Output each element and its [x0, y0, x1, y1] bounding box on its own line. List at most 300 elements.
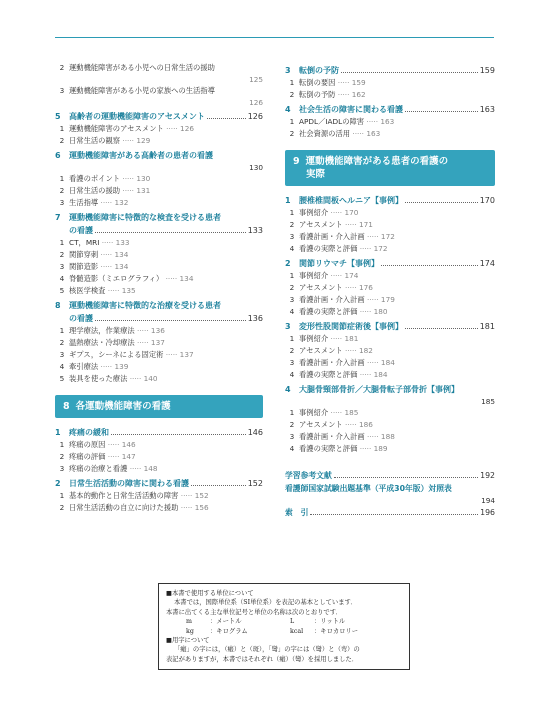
subsection-entry[interactable] — [285, 443, 495, 455]
entry-title: 疼痛の緩和 — [69, 428, 109, 437]
entry-number: 4 — [285, 385, 291, 394]
section-entry-line2 — [55, 224, 263, 237]
leader-dots-short: ····· — [120, 186, 137, 195]
entry-number: 4 — [289, 244, 295, 253]
entry-page: 130 — [249, 163, 263, 172]
section-entry[interactable] — [285, 320, 495, 333]
entry-number: 5 — [55, 112, 61, 121]
leader-dots — [381, 265, 478, 266]
entry-title: 事例紹介 — [299, 334, 329, 343]
leader-dots-short: ····· — [120, 174, 137, 183]
entry-number: 2 — [289, 420, 295, 429]
unit-name: ：メートル — [210, 618, 242, 626]
entry-title: 看護計画・介入計画 — [299, 232, 365, 241]
section-entry[interactable] — [55, 149, 263, 162]
entry-page: 180 — [373, 307, 388, 316]
subsection-entry[interactable] — [55, 439, 263, 451]
entry-title: 日常生活の観察 — [69, 136, 121, 145]
entry-title: 事例紹介 — [299, 208, 329, 217]
entry-title: 看護の実際と評価 — [299, 307, 358, 316]
entry-number: 1 — [59, 124, 65, 133]
leader-dots — [111, 434, 246, 435]
entry-page: 184 — [380, 358, 395, 367]
leader-dots-short: ····· — [178, 491, 195, 500]
entry-page: 126 — [247, 112, 263, 121]
subsection-entry[interactable] — [55, 463, 263, 475]
leader-dots — [207, 118, 246, 119]
entry-title: 転倒の予防 — [299, 66, 339, 75]
entry-title-line2: の看護 — [69, 314, 93, 323]
entry-number: 5 — [59, 286, 65, 295]
leader-dots-short: ····· — [120, 136, 137, 145]
leader-dots-short: ····· — [364, 358, 381, 367]
subsection-entry[interactable] — [55, 325, 263, 337]
entry-number: 1 — [59, 174, 65, 183]
entry-page: 129 — [136, 136, 151, 145]
entry-number: 2 — [59, 338, 65, 347]
leader-dots-short: ····· — [328, 334, 345, 343]
entry-title: 事例紹介 — [299, 271, 329, 280]
subsection-entry[interactable] — [285, 89, 495, 101]
subsection-entry[interactable] — [285, 306, 495, 318]
entry-number: 4 — [285, 105, 291, 114]
entry-page: 188 — [380, 432, 395, 441]
entry-title: 事例紹介 — [299, 408, 329, 417]
entry-page: 134 — [179, 274, 194, 283]
entry-title: 学習参考文献 — [285, 471, 332, 480]
unit-symbol: m — [186, 618, 192, 626]
entry-page: 196 — [480, 508, 495, 517]
subsection-entry[interactable] — [55, 135, 263, 147]
subsection-entry[interactable] — [55, 451, 263, 463]
notice-heading-units: ■本書で使用する単位について — [166, 590, 254, 597]
entry-page: 176 — [358, 283, 373, 292]
section-entry[interactable] — [55, 110, 263, 123]
entry-page: 146 — [121, 440, 136, 449]
subsection-entry[interactable] — [285, 333, 495, 345]
entry-page: 136 — [150, 326, 165, 335]
entry-number: 2 — [59, 136, 65, 145]
notice-heading-characters: ■用字について — [166, 637, 210, 645]
entry-title: APDL／IADLの障害 — [299, 117, 365, 126]
entry-title: 運動機能障害がある高齢者の患者の看護 — [69, 151, 213, 160]
chapter-heading — [285, 150, 495, 186]
entry-page: 170 — [479, 196, 495, 205]
entry-number: 1 — [59, 440, 65, 449]
leader-dots-short: ····· — [357, 307, 374, 316]
entry-title: 大腿骨頸部骨折／大腿骨転子部骨折【事例】 — [299, 385, 459, 394]
entry-title: 疼痛の治療と看護 — [69, 464, 128, 473]
leader-dots-short: ····· — [127, 464, 144, 473]
entry-page: 192 — [480, 471, 495, 480]
leader-dots-short: ····· — [335, 90, 352, 99]
leader-dots-short: ····· — [350, 129, 367, 138]
entry-title: 運動機能障害がある小児への日常生活の援助 — [69, 63, 215, 72]
chapter-number: 8 — [63, 401, 70, 412]
entry-title: 日常生活活動の障害に関わる看護 — [69, 479, 189, 488]
chapter-number: 9 — [293, 156, 300, 167]
entry-number: 1 — [289, 334, 295, 343]
entry-number: 1 — [285, 196, 291, 205]
entry-page: 130 — [136, 174, 151, 183]
entry-title: 疼痛の評価 — [69, 452, 106, 461]
entry-title: アセスメント — [299, 220, 343, 229]
entry-number: 1 — [289, 271, 295, 280]
leader-dots-short: ····· — [105, 440, 122, 449]
leader-dots-short: ····· — [342, 283, 359, 292]
backmatter-entry[interactable] — [285, 482, 495, 495]
entry-number: 2 — [289, 283, 295, 292]
entry-page: 172 — [380, 232, 395, 241]
entry-title: 運動機能障害のアセスメント — [69, 124, 164, 133]
subsection-entry[interactable] — [55, 373, 263, 385]
section-entry[interactable] — [55, 477, 263, 490]
chapter-title-line2: 実際 — [306, 169, 326, 180]
section-entry[interactable] — [285, 383, 495, 396]
entry-page: 126 — [180, 124, 194, 133]
entry-page: 135 — [121, 286, 136, 295]
entry-title: 転倒の予防 — [299, 90, 336, 99]
entry-number: 6 — [55, 151, 61, 160]
leader-dots-short: ····· — [328, 208, 345, 217]
entry-page-number: 126 — [249, 98, 263, 107]
subsection-entry[interactable] — [55, 273, 263, 285]
subsection-entry[interactable] — [55, 197, 263, 209]
subsection-entry[interactable] — [285, 357, 495, 369]
entry-page: 189 — [373, 444, 388, 453]
entry-page: 174 — [344, 271, 359, 280]
entry-page: 172 — [373, 244, 388, 253]
entry-title: CT，MRI — [69, 238, 100, 247]
subsection-entry[interactable] — [55, 123, 263, 135]
notice-text: 「瘢」の字には，（瘢）と（斑），「彎」の字には（彎）と（弯）の — [174, 646, 360, 654]
leader-dots-short: ····· — [357, 370, 374, 379]
entry-number: 1 — [289, 408, 295, 417]
leader-dots-short: ····· — [178, 503, 195, 512]
entry-number: 3 — [59, 350, 65, 359]
entry-number: 3 — [285, 322, 291, 331]
subsection-entry[interactable] — [55, 261, 263, 273]
entry-title: 核医学検査 — [69, 286, 106, 295]
unit-row — [166, 617, 402, 626]
entry-page: 131 — [136, 186, 151, 195]
section-entry[interactable] — [285, 103, 495, 116]
leader-dots — [405, 328, 478, 329]
entry-title: 理学療法，作業療法 — [69, 326, 135, 335]
entry-page: 185 — [344, 408, 359, 417]
leader-dots-short: ····· — [328, 271, 345, 280]
unit-name: ：キロカロリー — [314, 627, 359, 635]
entry-page: 179 — [380, 295, 395, 304]
entry-number: 2 — [289, 129, 295, 138]
subsection-entry[interactable] — [285, 231, 495, 243]
entry-title: 装具を使った療法 — [69, 374, 128, 383]
entry-number: 3 — [59, 464, 65, 473]
entry-page: 139 — [114, 362, 129, 371]
entry-title: 看護の実際と評価 — [299, 244, 358, 253]
entry-page-number: 125 — [249, 75, 263, 84]
leader-dots-short: ····· — [98, 250, 115, 259]
leader-dots — [95, 320, 246, 321]
entry-title: 高齢者の運動機能障害のアセスメント — [69, 112, 205, 121]
leader-dots-short: ····· — [335, 78, 352, 87]
section-entry[interactable] — [285, 257, 495, 270]
leader-dots-short: ····· — [163, 274, 180, 283]
entry-title: 変形性股関節症術後【事例】 — [299, 322, 403, 331]
entry-number: 1 — [59, 238, 65, 247]
entry-title: 社会生活の障害に関わる看護 — [299, 105, 403, 114]
entry-number: 4 — [289, 370, 295, 379]
entry-title: アセスメント — [299, 283, 343, 292]
entry-title: アセスメント — [299, 420, 343, 429]
spacer — [285, 455, 495, 469]
leader-dots-short: ····· — [134, 326, 151, 335]
entry-page: 152 — [194, 491, 209, 500]
entry-title: 日常生活の援助 — [69, 186, 121, 195]
entry-number: 3 — [59, 198, 65, 207]
entry-page: 133 — [247, 226, 263, 235]
leader-dots — [405, 202, 478, 203]
entry-page: 181 — [344, 334, 359, 343]
entry-page: 194 — [481, 496, 495, 505]
leader-dots-short: ····· — [364, 295, 381, 304]
entry-number: 3 — [289, 358, 295, 367]
entry-page: 132 — [114, 198, 129, 207]
subsection-entry[interactable] — [55, 85, 263, 97]
backmatter-entry[interactable] — [285, 506, 495, 519]
subsection-entry[interactable] — [55, 285, 263, 297]
entry-page: 163 — [380, 117, 395, 126]
subsection-entry[interactable] — [55, 361, 263, 373]
entry-title: 運動機能障害に特徴的な検査を受ける患者 — [69, 213, 221, 222]
entry-number: 2 — [289, 220, 295, 229]
subsection-entry[interactable] — [285, 282, 495, 294]
subsection-entry[interactable] — [55, 62, 263, 74]
unit-name: ：リットル — [314, 618, 346, 626]
section-entry[interactable] — [55, 426, 263, 439]
entry-page: 133 — [115, 238, 130, 247]
entry-page: 134 — [114, 262, 129, 271]
entry-number: 2 — [59, 63, 65, 72]
entry-number: 2 — [59, 250, 65, 259]
subsection-entry[interactable] — [285, 219, 495, 231]
entry-title: 疼痛の原因 — [69, 440, 106, 449]
unit-symbol: L — [290, 618, 295, 626]
entry-number: 4 — [59, 362, 65, 371]
entry-number: 2 — [59, 503, 65, 512]
leader-dots-short: ····· — [98, 362, 115, 371]
subsection-entry[interactable] — [285, 407, 495, 419]
entry-number: 3 — [59, 262, 65, 271]
subsection-entry[interactable] — [285, 345, 495, 357]
subsection-entry[interactable] — [285, 419, 495, 431]
entry-title: 関節穿刺 — [69, 250, 99, 259]
entry-page: 156 — [194, 503, 209, 512]
section-entry-line2 — [55, 312, 263, 325]
entry-title: 温熱療法・冷却療法 — [69, 338, 135, 347]
subsection-entry[interactable] — [55, 490, 263, 502]
entry-title: 関節リウマチ【事例】 — [299, 259, 379, 268]
entry-title: 基本的動作と日常生活活動の障害 — [69, 491, 179, 500]
entry-number: 1 — [289, 78, 295, 87]
entry-number: 1 — [289, 117, 295, 126]
notice-box — [158, 583, 410, 670]
entry-page: 137 — [150, 338, 165, 347]
entry-page: 137 — [179, 350, 194, 359]
subsection-entry[interactable] — [55, 237, 263, 249]
entry-number: 8 — [55, 301, 61, 310]
notice-text: 表記がありますが，本書ではそれぞれ（瘢）（彎）を採用しました． — [166, 655, 359, 663]
entry-title: アセスメント — [299, 346, 343, 355]
subsection-entry[interactable] — [55, 502, 263, 514]
entry-page: 136 — [247, 314, 263, 323]
notice-text: 本書に出てくる主な単位記号と単位の名称は次のとおりです． — [166, 608, 342, 616]
entry-page: 163 — [366, 129, 381, 138]
subsection-entry[interactable] — [55, 185, 263, 197]
leader-dots — [310, 514, 478, 515]
leader-dots-short: ····· — [134, 338, 151, 347]
entry-title: 看護のポイント — [69, 174, 121, 183]
subsection-entry[interactable] — [285, 77, 495, 89]
entry-title: 社会資源の活用 — [299, 129, 351, 138]
unit-row — [166, 627, 402, 636]
subsection-entry[interactable] — [285, 294, 495, 306]
leader-dots — [405, 111, 478, 112]
entry-title: 看護師国家試験出題基準（平成30年版）対照表 — [285, 484, 452, 493]
entry-page: 159 — [479, 66, 495, 75]
subsection-entry[interactable] — [55, 173, 263, 185]
entry-title: 運動機能障害がある小児の家族への生活指導 — [69, 86, 215, 95]
entry-number: 2 — [289, 90, 295, 99]
leader-dots — [95, 232, 246, 233]
entry-page: 152 — [247, 479, 263, 488]
leader-dots-short: ····· — [163, 350, 180, 359]
entry-title: 看護計画・介入計画 — [299, 295, 365, 304]
entry-title: 看護の実際と評価 — [299, 370, 358, 379]
entry-page: 146 — [247, 428, 263, 437]
entry-title: 関節造影 — [69, 262, 99, 271]
subsection-entry[interactable] — [55, 337, 263, 349]
leader-dots-short: ····· — [105, 452, 122, 461]
entry-number: 4 — [289, 307, 295, 316]
entry-number: 4 — [59, 274, 65, 283]
unit-symbol: kcal — [290, 627, 304, 635]
entry-title: 転倒の要因 — [299, 78, 336, 87]
notice-text: 本書では，国際単位系（SI単位系）を表記の基本としています． — [174, 599, 357, 607]
entry-page: 174 — [479, 259, 495, 268]
entry-page — [55, 74, 263, 85]
leader-dots — [334, 477, 478, 478]
entry-title: 看護の実際と評価 — [299, 444, 358, 453]
entry-title: 日常生活活動の自立に向けた援助 — [69, 503, 179, 512]
entry-page: 170 — [344, 208, 359, 217]
entry-number: 1 — [59, 491, 65, 500]
entry-page: 186 — [358, 420, 373, 429]
chapter-title: 運動機能障害がある患者の看護の — [305, 156, 449, 167]
subsection-entry[interactable] — [285, 270, 495, 282]
entry-number: 3 — [289, 295, 295, 304]
leader-dots-short: ····· — [127, 374, 144, 383]
leader-dots-short: ····· — [105, 286, 122, 295]
entry-page: 162 — [351, 90, 366, 99]
leader-dots-short: ····· — [364, 232, 381, 241]
entry-number: 2 — [55, 479, 61, 488]
entry-title: 牽引療法 — [69, 362, 99, 371]
entry-title: 運動機能障害に特徴的な治療を受ける患者 — [69, 301, 221, 310]
entry-page: 182 — [358, 346, 373, 355]
entry-title: 索 引 — [285, 508, 309, 517]
leader-dots-short: ····· — [342, 346, 359, 355]
section-entry[interactable] — [55, 299, 263, 312]
entry-number: 4 — [289, 444, 295, 453]
toc-left-column — [55, 62, 263, 514]
chapter-heading — [55, 395, 263, 418]
entry-page: 184 — [373, 370, 388, 379]
entry-title: 脊髄造影（ミエログラフィ） — [69, 274, 164, 283]
unit-symbol: kg — [186, 627, 194, 635]
subsection-entry[interactable] — [55, 349, 263, 361]
subsection-entry[interactable] — [285, 116, 495, 128]
entry-number: 2 — [59, 452, 65, 461]
chapter-title: 各運動機能障害の看護 — [75, 401, 171, 412]
entry-page: 147 — [121, 452, 136, 461]
unit-name: ：キログラム — [210, 627, 248, 635]
section-entry[interactable] — [55, 211, 263, 224]
entry-number: 1 — [55, 428, 61, 437]
entry-number: 3 — [285, 66, 291, 75]
entry-number: 7 — [55, 213, 61, 222]
entry-page: 181 — [479, 322, 495, 331]
leader-dots-short: ····· — [342, 220, 359, 229]
entry-title: 生活指導 — [69, 198, 99, 207]
entry-title: 腰椎椎間板ヘルニア【事例】 — [299, 196, 403, 205]
entry-page: 171 — [358, 220, 373, 229]
subsection-entry[interactable] — [285, 431, 495, 443]
leader-dots-short: ····· — [364, 117, 381, 126]
leader-dots-short: ····· — [364, 432, 381, 441]
section-entry[interactable] — [285, 194, 495, 207]
subsection-entry[interactable] — [285, 369, 495, 381]
entry-title: 看護計画・介入計画 — [299, 358, 365, 367]
entry-title-line2: の看護 — [69, 226, 93, 235]
entry-page: 134 — [114, 250, 129, 259]
backmatter-entry[interactable] — [285, 469, 495, 482]
entry-page: 163 — [479, 105, 495, 114]
subsection-entry[interactable] — [285, 128, 495, 140]
leader-dots-short: ····· — [99, 238, 116, 247]
leader-dots-short: ····· — [163, 124, 181, 133]
entry-page: 185 — [481, 397, 495, 406]
entry-page: 159 — [351, 78, 366, 87]
entry-page — [55, 97, 263, 108]
entry-number: 2 — [59, 186, 65, 195]
section-entry[interactable] — [285, 64, 495, 77]
entry-number: 1 — [59, 326, 65, 335]
subsection-entry[interactable] — [285, 243, 495, 255]
leader-dots-short: ····· — [357, 444, 374, 453]
entry-number: 3 — [59, 86, 65, 95]
entry-title: 看護計画・介入計画 — [299, 432, 365, 441]
entry-number: 3 — [289, 232, 295, 241]
entry-page: 140 — [143, 374, 158, 383]
leader-dots-short: ····· — [357, 244, 374, 253]
subsection-entry[interactable] — [285, 207, 495, 219]
leader-dots-short: ····· — [98, 198, 115, 207]
top-rule — [55, 37, 494, 38]
subsection-entry[interactable] — [55, 249, 263, 261]
leader-dots-short: ····· — [328, 408, 345, 417]
entry-number: 2 — [285, 259, 291, 268]
